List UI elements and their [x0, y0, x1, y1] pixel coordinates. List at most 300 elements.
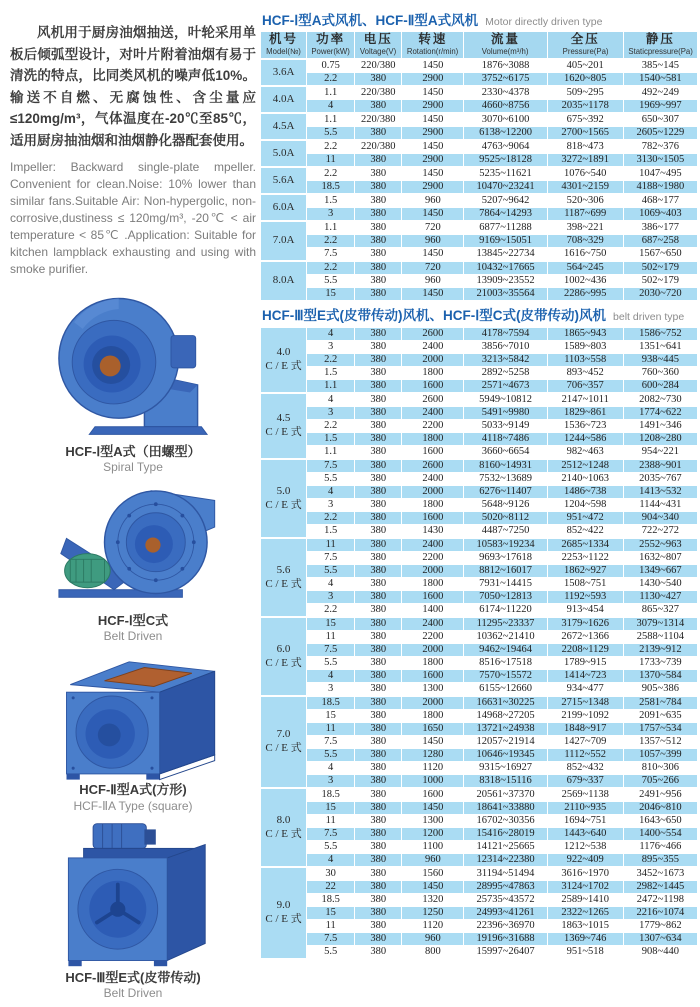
table-row — [261, 235, 698, 248]
spec-cell: 2571~4673 — [464, 380, 547, 394]
spec-cell: 1443~640 — [547, 828, 623, 841]
table-row — [261, 894, 698, 907]
column-header: 流量 Volume(m³/h) — [464, 32, 547, 60]
spec-cell: 380 — [355, 459, 402, 473]
spec-cell: 11 — [307, 815, 355, 828]
spec-cell: 2.2 — [307, 167, 355, 181]
spec-cell: 380 — [355, 235, 402, 248]
model-cell: 5.6A — [261, 167, 307, 194]
spec-cell: 386~177 — [623, 221, 697, 235]
table-row — [261, 327, 698, 341]
spec-cell: 1536~723 — [547, 420, 623, 433]
spec-cell: 4487~7250 — [464, 525, 547, 539]
spec-cell: 380 — [355, 881, 402, 894]
spec-cell: 2000 — [402, 354, 464, 367]
spec-cell: 11295~23337 — [464, 617, 547, 631]
spec-cell: 852~432 — [547, 762, 623, 775]
spec-cell: 380 — [355, 946, 402, 959]
spec-cell: 7.5 — [307, 459, 355, 473]
spec-cell: 2.2 — [307, 235, 355, 248]
spec-cell: 2589~1410 — [547, 894, 623, 907]
spec-cell: 1862~927 — [547, 565, 623, 578]
spec-cell: 1650 — [402, 723, 464, 736]
spec-cell: 1733~739 — [623, 657, 697, 670]
spec-cell: 15 — [307, 288, 355, 301]
spec-cell: 2322~1265 — [547, 907, 623, 920]
spec-cell: 380 — [355, 486, 402, 499]
table-row — [261, 73, 698, 87]
spec-tables-column — [260, 8, 698, 959]
spec-cell: 2.2 — [307, 261, 355, 275]
spec-cell: 7532~13689 — [464, 473, 547, 486]
spec-cell: 380 — [355, 73, 402, 87]
spec-cell: 2110~935 — [547, 802, 623, 815]
spec-cell: 2588~1104 — [623, 631, 697, 644]
spec-cell: 380 — [355, 446, 402, 460]
spec-cell: 5.5 — [307, 841, 355, 854]
spec-cell: 5.5 — [307, 275, 355, 288]
table-a-title-en: Motor directly driven type — [485, 16, 603, 28]
model-cell: 6.0A — [261, 194, 307, 221]
table-row — [261, 59, 698, 73]
spec-cell: 982~463 — [547, 446, 623, 460]
spec-cell: 1450 — [402, 736, 464, 749]
spec-cell: 1.1 — [307, 113, 355, 127]
figure-caption-cn: HCF-Ⅲ型E式(皮带传动) — [65, 969, 201, 985]
spec-cell: 1789~915 — [547, 657, 623, 670]
spec-cell: 5020~8112 — [464, 512, 547, 525]
spec-cell: 934~477 — [547, 683, 623, 697]
spec-cell: 380 — [355, 788, 402, 802]
spec-cell: 22 — [307, 881, 355, 894]
spec-cell: 3272~1891 — [547, 154, 623, 168]
spec-cell: 380 — [355, 552, 402, 565]
spec-cell: 380 — [355, 802, 402, 815]
spec-cell: 19196~31688 — [464, 933, 547, 946]
spec-cell: 1120 — [402, 762, 464, 775]
table-belt-title-en: belt driven type — [613, 311, 685, 324]
spec-cell: 1450 — [402, 248, 464, 262]
spec-cell: 380 — [355, 644, 402, 657]
spec-cell: 380 — [355, 393, 402, 407]
spec-cell: 1413~532 — [623, 486, 697, 499]
spec-cell: 5.5 — [307, 127, 355, 141]
table-row — [261, 657, 698, 670]
spec-cell: 4 — [307, 486, 355, 499]
table-row — [261, 525, 698, 539]
table-row — [261, 683, 698, 697]
spec-cell: 7.5 — [307, 644, 355, 657]
spec-cell: 2982~1445 — [623, 881, 697, 894]
spec-cell: 15997~26407 — [464, 946, 547, 959]
spec-cell: 1000 — [402, 775, 464, 789]
spec-cell: 1430 — [402, 525, 464, 539]
product-figure-square — [10, 648, 256, 813]
spec-cell: 380 — [355, 100, 402, 114]
figure-caption-cn: HCF-Ⅰ型C式 — [97, 613, 169, 629]
table-row — [261, 775, 698, 789]
spec-cell: 1450 — [402, 59, 464, 73]
spec-cell: 2552~963 — [623, 538, 697, 552]
table-row — [261, 275, 698, 288]
spec-cell: 5.5 — [307, 657, 355, 670]
spec-cell: 15416~28019 — [464, 828, 547, 841]
spec-cell: 720 — [402, 261, 464, 275]
spiral-fan-image — [38, 286, 228, 444]
table-row — [261, 367, 698, 380]
spec-cell: 380 — [355, 854, 402, 868]
spec-cell: 2200 — [402, 552, 464, 565]
spec-cell: 4118~7486 — [464, 433, 547, 446]
table-row — [261, 696, 698, 710]
spec-cell: 380 — [355, 657, 402, 670]
spec-cell: 10432~17665 — [464, 261, 547, 275]
spec-cell: 1144~431 — [623, 499, 697, 512]
spec-cell: 2082~730 — [623, 393, 697, 407]
spec-cell: 1508~751 — [547, 578, 623, 591]
spec-cell: 1600 — [402, 446, 464, 460]
spec-cell: 1620~805 — [547, 73, 623, 87]
spec-cell: 1600 — [402, 512, 464, 525]
spec-cell: 782~376 — [623, 140, 697, 154]
spec-cell: 2672~1366 — [547, 631, 623, 644]
spec-cell: 2512~1248 — [547, 459, 623, 473]
spec-cell: 380 — [355, 565, 402, 578]
spec-cell: 380 — [355, 867, 402, 881]
spec-cell: 2.2 — [307, 140, 355, 154]
spec-cell: 1540~581 — [623, 73, 697, 87]
spec-cell: 380 — [355, 275, 402, 288]
table-row — [261, 907, 698, 920]
spec-cell: 951~472 — [547, 512, 623, 525]
spec-cell: 380 — [355, 683, 402, 697]
spec-cell: 31194~51494 — [464, 867, 547, 881]
model-cell: 4.5A — [261, 113, 307, 140]
spec-cell: 1450 — [402, 86, 464, 100]
spec-cell: 852~422 — [547, 525, 623, 539]
spec-cell: 2035~1178 — [547, 100, 623, 114]
spec-cell: 8160~14931 — [464, 459, 547, 473]
table-row — [261, 841, 698, 854]
spec-cell: 13845~22734 — [464, 248, 547, 262]
spec-cell: 8516~17518 — [464, 657, 547, 670]
spec-cell: 2199~1092 — [547, 710, 623, 723]
spec-cell: 9169~15051 — [464, 235, 547, 248]
table-row — [261, 127, 698, 141]
spec-cell: 2140~1063 — [547, 473, 623, 486]
spec-cell: 380 — [355, 762, 402, 775]
spec-cell: 895~355 — [623, 854, 697, 868]
column-header: 功率 Power(kW) — [307, 32, 355, 60]
spec-cell: 722~272 — [623, 525, 697, 539]
spec-cell: 2491~956 — [623, 788, 697, 802]
spec-cell: 1002~436 — [547, 275, 623, 288]
spec-cell: 509~295 — [547, 86, 623, 100]
spec-cell: 3 — [307, 591, 355, 604]
intro-paragraph-chinese: 风机用于厨房油烟抽送，叶轮采用单板后倾弧型设计，对叶片附着油烟有易于清洗的特点，比同类风机的噪声低10%。输送不自燃、无腐蚀性、含尘量应≤120mg/m³，气体温度在-20℃至85℃，适用厨房抽油烟和油烟静化器配套使用。 — [10, 25, 256, 148]
spec-cell: 21003~35564 — [464, 288, 547, 301]
spec-cell: 1357~512 — [623, 736, 697, 749]
table-row — [261, 815, 698, 828]
spec-cell: 3213~5842 — [464, 354, 547, 367]
spec-cell: 1450 — [402, 802, 464, 815]
spec-cell: 380 — [355, 407, 402, 420]
spec-cell: 3 — [307, 341, 355, 354]
spec-cell: 954~221 — [623, 446, 697, 460]
spec-cell: 2253~1122 — [547, 552, 623, 565]
spec-cell: 865~327 — [623, 604, 697, 618]
spec-cell: 380 — [355, 710, 402, 723]
model-cell: 4.0 C / E 式 — [261, 327, 307, 393]
spec-cell: 600~284 — [623, 380, 697, 394]
spec-cell: 380 — [355, 538, 402, 552]
spec-cell: 380 — [355, 194, 402, 208]
column-header: 转速 Rotation(r/min) — [402, 32, 464, 60]
spec-cell: 960 — [402, 235, 464, 248]
spec-cell: 6174~11220 — [464, 604, 547, 618]
spec-cell: 2605~1229 — [623, 127, 697, 141]
belt-driven-spec-table — [260, 326, 698, 959]
spec-cell: 380 — [355, 420, 402, 433]
spec-cell: 1450 — [402, 167, 464, 181]
spec-cell: 1192~593 — [547, 591, 623, 604]
spec-cell: 818~473 — [547, 140, 623, 154]
spec-cell: 18.5 — [307, 788, 355, 802]
table-row — [261, 933, 698, 946]
spec-cell: 1616~750 — [547, 248, 623, 262]
spec-cell: 18.5 — [307, 181, 355, 195]
spec-cell: 4301~2159 — [547, 181, 623, 195]
table-row — [261, 617, 698, 631]
spec-cell: 4 — [307, 393, 355, 407]
spec-cell: 18.5 — [307, 894, 355, 907]
table-row — [261, 881, 698, 894]
spec-cell: 2400 — [402, 341, 464, 354]
model-cell: 8.0A — [261, 261, 307, 301]
spec-cell: 11 — [307, 538, 355, 552]
table-row — [261, 473, 698, 486]
table-row — [261, 854, 698, 868]
spec-cell: 4 — [307, 327, 355, 341]
spec-cell: 1876~3088 — [464, 59, 547, 73]
spec-cell: 3 — [307, 683, 355, 697]
spec-cell: 1.5 — [307, 194, 355, 208]
spec-cell: 9462~19464 — [464, 644, 547, 657]
spec-cell: 1632~807 — [623, 552, 697, 565]
table-row — [261, 433, 698, 446]
spec-cell: 2286~995 — [547, 288, 623, 301]
spec-cell: 15 — [307, 907, 355, 920]
spec-cell: 12057~21914 — [464, 736, 547, 749]
spec-cell: 380 — [355, 288, 402, 301]
spec-cell: 3070~6100 — [464, 113, 547, 127]
spec-cell: 380 — [355, 670, 402, 683]
table-row — [261, 140, 698, 154]
spec-cell: 5.5 — [307, 565, 355, 578]
table-row — [261, 578, 698, 591]
spec-cell: 2.2 — [307, 604, 355, 618]
column-header: 机号 Model(№) — [261, 32, 307, 60]
spec-cell: 960 — [402, 933, 464, 946]
spec-cell: 220/380 — [355, 86, 402, 100]
spec-cell: 2147~1011 — [547, 393, 623, 407]
spec-cell: 5648~9126 — [464, 499, 547, 512]
spec-cell: 398~221 — [547, 221, 623, 235]
spec-cell: 1280 — [402, 749, 464, 762]
table-row — [261, 486, 698, 499]
model-cell: 5.6 C / E 式 — [261, 538, 307, 617]
spec-cell: 960 — [402, 194, 464, 208]
spec-cell: 380 — [355, 775, 402, 789]
spec-cell: 1204~598 — [547, 499, 623, 512]
spec-cell: 2900 — [402, 127, 464, 141]
table-row — [261, 867, 698, 881]
spec-cell: 4 — [307, 670, 355, 683]
spec-cell: 7.5 — [307, 552, 355, 565]
table-row — [261, 631, 698, 644]
spec-cell: 3 — [307, 775, 355, 789]
spec-cell: 380 — [355, 933, 402, 946]
spec-cell: 913~454 — [547, 604, 623, 618]
spec-cell: 951~518 — [547, 946, 623, 959]
model-cell: 5.0A — [261, 140, 307, 167]
product-figure-belt-driven — [10, 479, 256, 644]
spec-cell: 380 — [355, 354, 402, 367]
table-row — [261, 248, 698, 262]
figure-caption-cn: HCF-Ⅱ型A式(方形) — [79, 782, 187, 798]
spec-cell: 1800 — [402, 433, 464, 446]
figure-caption-cn: HCF-Ⅰ型A式（田螺型） — [65, 443, 201, 459]
table-row — [261, 261, 698, 275]
spec-cell: 1176~466 — [623, 841, 697, 854]
spec-cell: 5033~9149 — [464, 420, 547, 433]
spec-cell: 380 — [355, 127, 402, 141]
spec-cell: 7.5 — [307, 248, 355, 262]
spec-cell: 380 — [355, 907, 402, 920]
table-row — [261, 420, 698, 433]
spec-cell: 18641~33880 — [464, 802, 547, 815]
spec-cell: 1100 — [402, 841, 464, 854]
table-row — [261, 552, 698, 565]
figure-caption-en: Belt Driven — [103, 629, 163, 644]
table-row — [261, 749, 698, 762]
spec-cell: 2046~810 — [623, 802, 697, 815]
spec-cell: 9693~17618 — [464, 552, 547, 565]
spec-cell: 380 — [355, 828, 402, 841]
spec-cell: 1969~997 — [623, 100, 697, 114]
spec-cell: 7.5 — [307, 933, 355, 946]
spec-cell: 2.2 — [307, 512, 355, 525]
spec-cell: 2685~1334 — [547, 538, 623, 552]
spec-cell: 220/380 — [355, 113, 402, 127]
spec-cell: 502~179 — [623, 261, 697, 275]
spec-cell: 24993~41261 — [464, 907, 547, 920]
model-cell: 3.6A — [261, 59, 307, 86]
spec-cell: 922~409 — [547, 854, 623, 868]
spec-table — [260, 31, 698, 301]
spec-cell: 2600 — [402, 393, 464, 407]
spec-cell: 2715~1348 — [547, 696, 623, 710]
column-header: 静压 Staticpressure(Pa) — [623, 32, 697, 60]
spec-cell: 1491~346 — [623, 420, 697, 433]
table-row — [261, 154, 698, 168]
spec-cell: 1400 — [402, 604, 464, 618]
spec-cell: 1047~495 — [623, 167, 697, 181]
spec-cell: 6138~12200 — [464, 127, 547, 141]
spec-cell: 28995~47863 — [464, 881, 547, 894]
table-row — [261, 723, 698, 736]
spec-cell: 893~452 — [547, 367, 623, 380]
spec-cell: 1865~943 — [547, 327, 623, 341]
table-row — [261, 341, 698, 354]
spec-cell: 10362~21410 — [464, 631, 547, 644]
spec-cell: 1450 — [402, 208, 464, 222]
spec-cell: 5235~11621 — [464, 167, 547, 181]
spec-cell: 7864~14293 — [464, 208, 547, 222]
spec-cell: 2091~635 — [623, 710, 697, 723]
spec-cell: 380 — [355, 181, 402, 195]
spec-cell: 1567~650 — [623, 248, 697, 262]
spec-cell: 2330~4378 — [464, 86, 547, 100]
spec-cell: 2900 — [402, 154, 464, 168]
spec-cell: 3079~1314 — [623, 617, 697, 631]
spec-cell: 2208~1129 — [547, 644, 623, 657]
spec-cell: 13721~24938 — [464, 723, 547, 736]
table-row — [261, 565, 698, 578]
spec-cell: 22396~36970 — [464, 920, 547, 933]
spec-cell: 4 — [307, 762, 355, 775]
spec-cell: 385~145 — [623, 59, 697, 73]
spec-cell: 1643~650 — [623, 815, 697, 828]
spec-cell: 2892~5258 — [464, 367, 547, 380]
spec-cell: 1450 — [402, 113, 464, 127]
table-row — [261, 407, 698, 420]
spec-cell: 4660~8756 — [464, 100, 547, 114]
figure-caption-en: Spiral Type — [103, 460, 163, 475]
spec-cell: 502~179 — [623, 275, 697, 288]
spec-cell: 220/380 — [355, 59, 402, 73]
table-row — [261, 100, 698, 114]
table-row — [261, 920, 698, 933]
spec-cell: 9525~18128 — [464, 154, 547, 168]
spec-cell: 16631~30225 — [464, 696, 547, 710]
spec-cell: 380 — [355, 841, 402, 854]
spec-cell: 810~306 — [623, 762, 697, 775]
table-row — [261, 208, 698, 222]
spec-cell: 8812~16017 — [464, 565, 547, 578]
spec-cell: 1307~634 — [623, 933, 697, 946]
spec-cell: 1589~803 — [547, 341, 623, 354]
spec-cell: 3 — [307, 499, 355, 512]
spec-cell: 1.5 — [307, 367, 355, 380]
spec-table — [260, 326, 698, 959]
spec-cell: 14968~27205 — [464, 710, 547, 723]
spec-cell: 10583~19234 — [464, 538, 547, 552]
spec-cell: 3 — [307, 407, 355, 420]
model-cell: 8.0 C / E 式 — [261, 788, 307, 867]
spec-cell: 905~386 — [623, 683, 697, 697]
spec-cell: 2900 — [402, 73, 464, 87]
table-a-title-cn: HCF-Ⅰ型A式风机、HCF-Ⅱ型A式风机 — [262, 13, 479, 28]
table-row — [261, 828, 698, 841]
spec-cell: 1694~751 — [547, 815, 623, 828]
spec-cell: 800 — [402, 946, 464, 959]
spec-cell: 3660~6654 — [464, 446, 547, 460]
spec-cell: 405~201 — [547, 59, 623, 73]
table-row — [261, 354, 698, 367]
spec-cell: 380 — [355, 604, 402, 618]
spec-cell: 2472~1198 — [623, 894, 697, 907]
